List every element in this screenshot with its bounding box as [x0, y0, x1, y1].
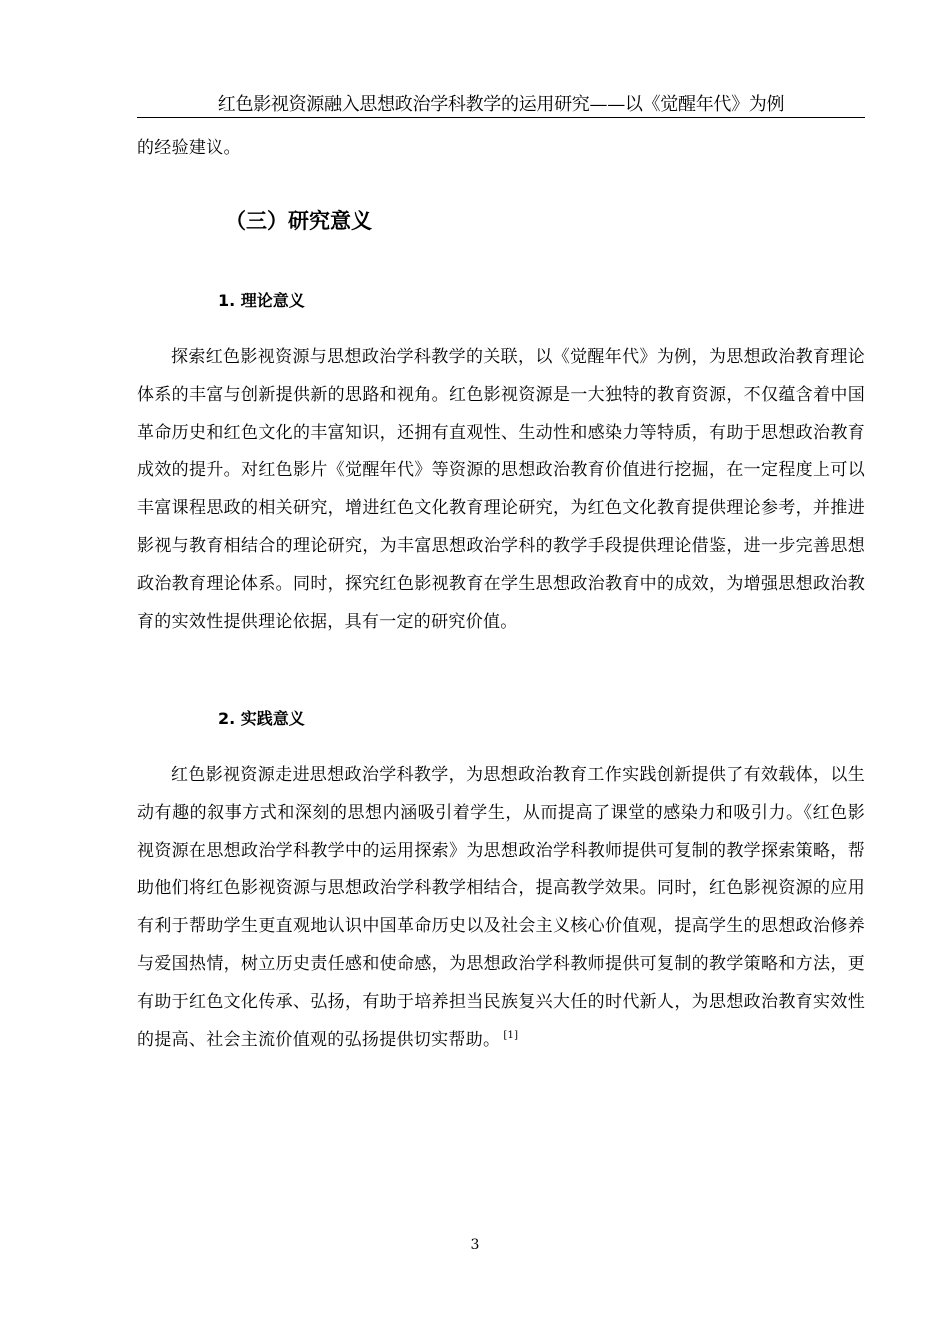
- running-header: 红色影视资源融入思想政治学科教学的运用研究——以《觉醒年代》为例: [217, 94, 785, 115]
- paragraph-practice-text: 红色影视资源走进思想政治学科教学，为思想政治教育工作实践创新提供了有效载体，以生动有趣的叙事方式和深刻的思想内涵吸引着学生，从而提高了课堂的感染力和吸引力。《红色影视资源在思想政治学科教学中的运用探索》为思想政治学科教师提供可复制的教学探索策略，帮助他们将红色影视资源与思想政治学科教学相结合，提高教学效果。同时，红色影视资源的应用有利于帮助学生更直观地认识中国革命历史以及社会主义核心价值观，提高学生的思想政治修养与爱国热情，树立历史责任感和使命感，为思想政治学科教师提供可复制的教学策略和方法，更有助于红色文化传承、弘扬，有助于培养担当民族复兴大任的时代新人，为思想政治教育实效性的提高、社会主流价值观的弘扬提供切实帮助。: [137, 765, 865, 1050]
- paragraph-theory: 探索红色影视资源与思想政治学科教学的关联，以《觉醒年代》为例，为思想政治教育理论体系的丰富与创新提供新的思路和视角。红色影视资源是一大独特的教育资源，不仅蕴含着中国革命历史和红色文化的丰富知识，还拥有直观性、生动性和感染力等特质，有助于思想政治教育成效的提升。对红色影片《觉醒年代》等资源的思想政治教育价值进行挖掘，在一定程度上可以丰富课程思政的相关研究，增进红色文化教育理论研究，为红色文化教育提供理论参考，并推进影视与教育相结合的理论研究，为丰富思想政治学科的教学手段提供理论借鉴，进一步完善思想政治教育理论体系。同时，探究红色影视教育在学生思想政治教育中的成效，为增强思想政治教育的实效性提供理论依据，具有一定的研究价值。: [137, 347, 865, 632]
- section-heading: （三）研究意义: [225, 209, 372, 233]
- paragraph-practice: [137, 757, 865, 1059]
- continuation-paragraph: 的经验建议。: [137, 138, 241, 158]
- page-number: 3: [470, 1237, 480, 1253]
- header-rule: [137, 117, 865, 118]
- subsection-heading-theory: 1. 理论意义: [218, 291, 305, 310]
- citation-marker: [1]: [503, 1029, 519, 1041]
- subsection-heading-practice: 2. 实践意义: [218, 709, 305, 728]
